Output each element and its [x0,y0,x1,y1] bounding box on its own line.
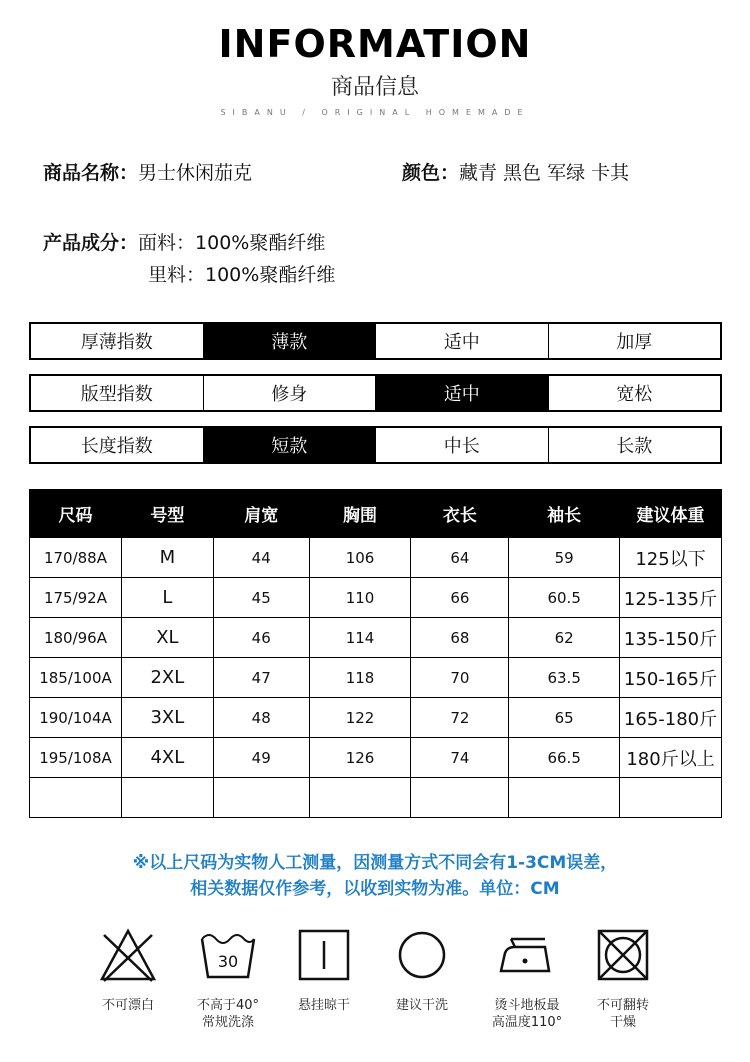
table-cell: 195/108A [30,738,122,778]
fit-index-label: 版型指数 [80,384,153,405]
fit-option-loose: 宽松 [548,376,721,410]
iron-icon [497,925,557,985]
care-item-wash [178,925,278,1031]
product-name-label: 商品名称： [43,162,139,184]
table-cell: 72 [411,698,509,738]
table-cell: 106 [309,538,411,578]
table-cell: 165-180斤 [620,698,722,738]
fit-index [29,374,722,412]
wash-30-icon [198,925,258,985]
table-cell: 48 [213,698,309,738]
care-label: 不高于40° 常规洗涤 [196,998,260,1030]
table-cell [620,778,722,818]
color-row [402,158,629,185]
size-table [29,489,722,818]
hang-dry-icon [294,925,354,985]
header-sleeve: 袖长 [509,490,620,538]
table-cell [411,778,509,818]
fit-option-slim: 修身 [203,376,376,410]
measurement-note-line-1: ※以上尺码为实物人工测量，因测量方式不同会有1-3CM误差， [132,853,618,873]
table-cell: 3XL [121,698,213,738]
header-model: 号型 [121,490,213,538]
page-title: INFORMATION [218,22,532,66]
care-item-no-tumble-dry [573,925,673,1031]
care-item-no-bleach [78,925,178,1014]
table-cell: 46 [213,618,309,658]
length-option-long: 长款 [548,428,721,462]
table-cell: 114 [309,618,411,658]
table-cell: 110 [309,578,411,618]
table-cell: L [121,578,213,618]
care-label: 不可漂白 [101,998,154,1013]
table-cell: 74 [411,738,509,778]
material-line-2: 里料：100%聚酯纤维 [148,264,336,286]
table-row [30,538,722,578]
care-item-hang-dry [274,925,374,1014]
care-item-iron [477,925,577,1031]
care-label: 烫斗地板最 高温度110° [491,998,563,1030]
size-table-header [30,490,722,538]
table-cell: 180斤以上 [620,738,722,778]
care-label: 悬挂晾干 [297,998,350,1013]
fit-option-regular: 适中 [375,376,548,410]
product-name-row [43,158,252,185]
thickness-option-medium: 适中 [375,324,548,358]
table-cell: 70 [411,658,509,698]
table-cell: 64 [411,538,509,578]
header-shoulder: 肩宽 [213,490,309,538]
table-cell: 4XL [121,738,213,778]
thickness-option-thick: 加厚 [548,324,721,358]
table-cell: 122 [309,698,411,738]
material-label: 产品成分： [43,232,139,254]
table-cell [213,778,309,818]
table-cell: 63.5 [509,658,620,698]
table-cell: 170/88A [30,538,122,578]
table-cell: 66 [411,578,509,618]
length-index-label: 长度指数 [80,436,153,457]
table-cell: 47 [213,658,309,698]
material-line-1: 面料：100%聚酯纤维 [138,232,326,254]
table-cell: 68 [411,618,509,658]
table-cell: 62 [509,618,620,658]
material-row-2 [148,260,335,287]
table-row [30,698,722,738]
table-cell: 180/96A [30,618,122,658]
table-cell: 66.5 [509,738,620,778]
table-row [30,658,722,698]
table-row [30,738,722,778]
table-cell: 45 [213,578,309,618]
header-size: 尺码 [30,490,122,538]
table-cell: 135-150斤 [620,618,722,658]
header-weight: 建议体重 [620,490,722,538]
care-label: 不可翻转 干燥 [596,998,649,1030]
table-cell: 44 [213,538,309,578]
color-label: 颜色： [402,162,460,184]
thickness-option-thin: 薄款 [203,324,376,358]
table-cell: 126 [309,738,411,778]
measurement-note-line-2: 相关数据仅作参考，以收到实物为准。单位：CM [190,879,560,899]
table-cell [30,778,122,818]
product-name-value: 男士休闲茄克 [138,162,253,184]
table-cell: 185/100A [30,658,122,698]
table-cell: 2XL [121,658,213,698]
dry-clean-icon [392,925,452,985]
no-tumble-dry-icon [593,925,653,985]
header-length: 衣长 [411,490,509,538]
thickness-index [29,322,722,360]
table-cell: 60.5 [509,578,620,618]
thickness-index-label: 厚薄指数 [80,332,153,353]
material-row [43,228,325,255]
page-subtitle: 商品信息 [330,75,419,100]
length-option-short: 短款 [203,428,376,462]
table-cell: 150-165斤 [620,658,722,698]
table-cell: M [121,538,213,578]
table-cell: 118 [309,658,411,698]
header-chest: 胸围 [309,490,411,538]
table-cell [121,778,213,818]
length-option-medium: 中长 [375,428,548,462]
table-cell: 175/92A [30,578,122,618]
table-cell: 59 [509,538,620,578]
table-row-empty [30,778,722,818]
no-bleach-icon [98,925,158,985]
care-item-dry-clean [372,925,472,1014]
table-row [30,578,722,618]
color-value: 藏青 黑色 军绿 卡其 [459,162,630,184]
table-cell: 125-135斤 [620,578,722,618]
table-cell [509,778,620,818]
table-cell: 49 [213,738,309,778]
table-cell: 65 [509,698,620,738]
svg-text:30: 30 [217,952,239,971]
table-cell: 125以下 [620,538,722,578]
table-row [30,618,722,658]
table-cell [309,778,411,818]
table-cell: XL [121,618,213,658]
length-index [29,426,722,464]
brand-subline: SIBANU / ORIGINAL HOMEMADE [220,108,530,117]
table-cell: 190/104A [30,698,122,738]
care-label: 建议干洗 [395,998,448,1013]
